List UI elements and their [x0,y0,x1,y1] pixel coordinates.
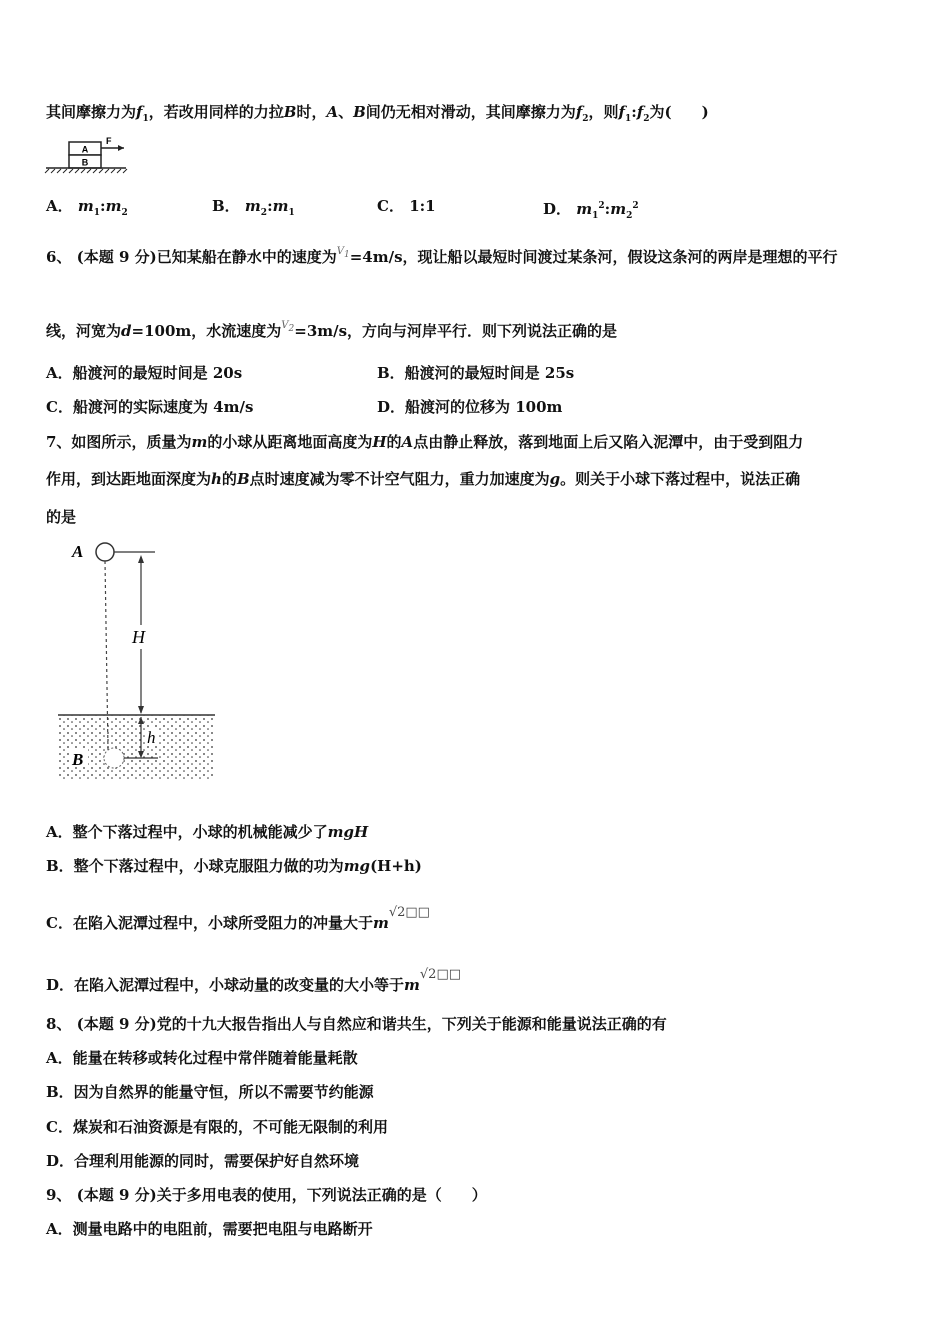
ball-at-a [96,543,114,561]
q7-line-2: 作用，到达距地面深度为h的B点时速度减为零不计空气阻力，重力加速度为g。则关于小球下落过程中，说法正确 [46,470,801,488]
q9-title: 9、 (本题 9 分)关于多用电表的使用，下列说法正确的是（ ） [46,1186,487,1204]
v2-symbol: V2 [281,320,295,334]
q8-title: 8、 (本题 9 分)党的十九大报告指出人与自然应和谐共生，下列关于能源和能量说法正确的有 [46,1015,667,1033]
q5-option-c[interactable]: C． 1:1 [377,197,436,215]
q8-option-c[interactable]: C．煤炭和石油资源是有限的，不可能无限制的利用 [46,1118,388,1136]
q8-option-d[interactable]: D．合理利用能源的同时，需要保护好自然环境 [46,1152,360,1170]
q6-option-b[interactable]: B．船渡河的最短时间是 25s [377,364,575,382]
point-b-label: B [72,750,84,769]
sqrt-expression: √2□□ [419,967,462,982]
v1-symbol: V1 [336,246,350,260]
q5-option-d[interactable]: D． $m_1^2:m_2^2$ [543,200,639,221]
height-arrowhead-top [138,555,144,563]
q6-option-a[interactable]: A．船渡河的最短时间是 20s [46,364,243,382]
q8-option-a[interactable]: A．能量在转移或转化过程中常伴随着能量耗散 [46,1049,358,1067]
q5-option-b[interactable]: B． $m_2:m_1$ [212,197,295,218]
q7-option-a[interactable]: A．整个下落过程中，小球的机械能减少了mgH [46,823,369,841]
ball-at-b [104,748,124,768]
height-h-label: H [132,627,145,647]
q5-blocks-figure [44,136,128,174]
force-label: F [106,136,112,146]
q5-continuation: 其间摩擦力为$f_1$，若改用同样的力拉B时，A、B间仍无相对滑动，其间摩擦力为$f_2$，则$f_1:f_2$为( ) [46,103,709,124]
q7-option-d[interactable]: D．在陷入泥潭过程中，小球动量的改变量的大小等于m√2□□ [46,967,462,994]
q7-ball-drop-figure [50,535,230,790]
point-a-label: A [72,542,84,561]
block-b-label: B [81,157,89,168]
depth-h-label: h [147,728,156,747]
q6-option-c[interactable]: C．船渡河的实际速度为 4m/s [46,398,254,416]
q8-option-b[interactable]: B．因为自然界的能量守恒，所以不需要节约能源 [46,1083,374,1101]
mud-layer [58,715,215,781]
q7-option-b[interactable]: B．整个下落过程中，小球克服阻力做的功为mg(H+h) [46,857,422,875]
q7-option-c[interactable]: C．在陷入泥潭过程中，小球所受阻力的冲量大于m√2□□ [46,905,430,932]
sqrt-expression: √2□□ [388,905,430,920]
q6-line-2: 线，河宽为d=100m，水流速度为$^{V_2}$=3m/s，方向与河岸平行．则下列说法正确的是 [46,320,618,340]
height-arrowhead-bottom [138,706,144,714]
q6-option-d[interactable]: D．船渡河的位移为 100m [377,398,563,416]
q6-line-1: 6、 (本题 9 分)已知某船在静水中的速度为$^{V_1}$=4m/s，现让船以最短时间渡过某条河，假设这条河的两岸是理想的平行 [46,246,838,266]
q5-option-a[interactable]: A． $m_1:m_2$ [46,197,128,218]
force-arrowhead [118,145,124,151]
q7-line-1: 7、如图所示，质量为m的小球从距离地面高度为H的A点由静止释放，落到地面上后又陷入泥潭中，由于受到阻力 [46,433,804,451]
q9-option-a[interactable]: A．测量电路中的电阻前，需要把电阻与电路断开 [46,1220,373,1238]
q7-line-3: 的是 [46,508,77,526]
block-a-label: A [81,144,89,155]
